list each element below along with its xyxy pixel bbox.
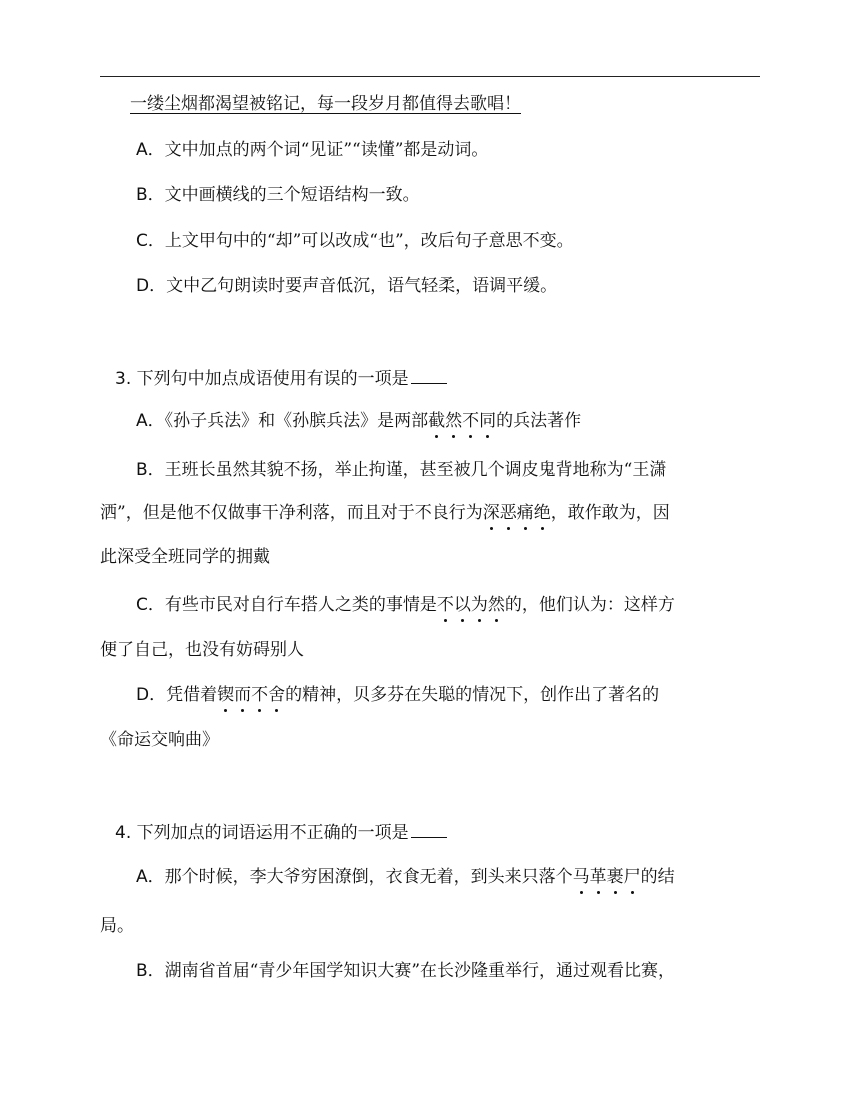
emphasis-dot-char: 恶 <box>499 503 517 523</box>
q4-stem <box>115 821 447 845</box>
option-text: ，敢作敢为，因 <box>550 503 670 523</box>
option-text: 文中加点的两个词“见证”“读懂”都是动词。 <box>164 140 489 160</box>
header-rule <box>100 76 760 77</box>
emphasis-dot-char: 裹 <box>606 867 624 887</box>
emphasis-dot-char: 不 <box>436 595 454 615</box>
option-text: 王班长虽然其貌不扬，举止拘谨，甚至被几个调皮鬼背地称为“王潇 <box>164 460 667 480</box>
emphasis-dot-char: 然 <box>487 595 505 615</box>
answer-blank <box>411 367 447 384</box>
dotted-idiom <box>483 503 551 523</box>
question-stem: 下列句中加点成语使用有误的一项是 <box>136 369 409 389</box>
q3-option-c-line2: 便了自己，也没有妨碍别人 <box>100 640 304 660</box>
option-text: 湖南省首届“青少年国学知识大赛”在长沙隆重举行，通过观看比赛， <box>164 961 676 981</box>
question-stem: 下列加点的词语运用不正确的一项是 <box>136 823 409 843</box>
option-text: 的精神，贝多芬在失聪的情况下，创作出了著名的 <box>285 685 660 705</box>
question-number: 4. <box>115 823 132 843</box>
emphasis-dot-char: 革 <box>589 867 607 887</box>
option-letter: B． <box>136 185 165 205</box>
q3-option-c-line1 <box>136 593 675 617</box>
option-letter: A． <box>136 411 165 431</box>
emphasis-dot-char: 为 <box>470 595 488 615</box>
dotted-idiom <box>217 685 285 705</box>
q3-option-d-line1 <box>136 683 659 707</box>
option-letter: B． <box>136 460 165 480</box>
q2-option-b <box>136 183 420 207</box>
question-number: 3. <box>115 369 132 389</box>
option-text: 有些市民对自行车搭人之类的事情是 <box>164 595 437 615</box>
dotted-idiom <box>573 867 641 887</box>
emphasis-dot-char: 舍 <box>268 685 286 705</box>
emphasis-dot-char: 不 <box>462 411 480 431</box>
emphasis-dot-char: 锲 <box>217 685 235 705</box>
dotted-idiom <box>437 595 505 615</box>
emphasis-dot-char: 然 <box>445 411 463 431</box>
option-text: 的，他们认为：这样方 <box>504 595 675 615</box>
option-letter: D． <box>136 276 167 296</box>
option-text: 文中画横线的三个短语结构一致。 <box>164 185 420 205</box>
option-letter: C． <box>136 595 165 615</box>
q3-option-b-line2 <box>100 501 670 525</box>
q4-option-b-line1 <box>136 959 675 983</box>
emphasis-dot-char: 绝 <box>533 503 551 523</box>
emphasis-dot-char: 痛 <box>516 503 534 523</box>
q2-option-d <box>136 274 557 298</box>
q4-option-a-line1 <box>136 865 675 889</box>
emphasis-dot-char: 以 <box>453 595 471 615</box>
option-text: 洒”，但是他不仅做事干净利落，而且对于不良行为 <box>100 503 483 523</box>
emphasis-dot-char: 马 <box>572 867 590 887</box>
option-letter: A． <box>136 867 165 887</box>
q2-option-c <box>136 229 574 253</box>
q4-option-a-line2: 局。 <box>100 916 134 936</box>
option-letter: C． <box>136 231 165 251</box>
q3-option-a <box>136 409 581 433</box>
q3-option-b-line3: 此深受全班同学的拥戴 <box>100 547 270 567</box>
option-text: 文中乙句朗读时要声音低沉，语气轻柔，语调平缓。 <box>166 276 558 296</box>
answer-blank <box>411 821 447 838</box>
dotted-idiom <box>428 411 496 431</box>
emphasis-dot-char: 截 <box>428 411 446 431</box>
option-letter: A． <box>136 140 165 160</box>
option-text: 凭借着 <box>166 685 218 705</box>
emphasis-dot-char: 尸 <box>623 867 641 887</box>
option-text: 那个时候，李大爷穷困潦倒，衣食无着，到头来只落个 <box>164 867 573 887</box>
option-letter: B． <box>136 961 165 981</box>
option-text: 的结 <box>640 867 675 887</box>
option-letter: D． <box>136 685 167 705</box>
emphasis-dot-char: 同 <box>479 411 497 431</box>
q3-option-b-line1 <box>136 458 666 482</box>
continued-passage-line: 一缕尘烟都渴望被铭记，每一段岁月都值得去歌唱！ <box>130 94 521 114</box>
option-text: 上文甲句中的“却”可以改成“也”，改后句子意思不变。 <box>164 231 574 251</box>
q3-stem <box>115 367 447 391</box>
emphasis-dot-char: 而 <box>234 685 252 705</box>
emphasis-dot-char: 不 <box>251 685 269 705</box>
q3-option-d-line2: 《命运交响曲》 <box>100 730 219 750</box>
emphasis-dot-char: 深 <box>482 503 500 523</box>
option-text: 的兵法著作 <box>496 411 582 431</box>
q2-option-a <box>136 138 488 162</box>
option-text: 《孙子兵法》和《孙膑兵法》是两部 <box>164 411 429 431</box>
